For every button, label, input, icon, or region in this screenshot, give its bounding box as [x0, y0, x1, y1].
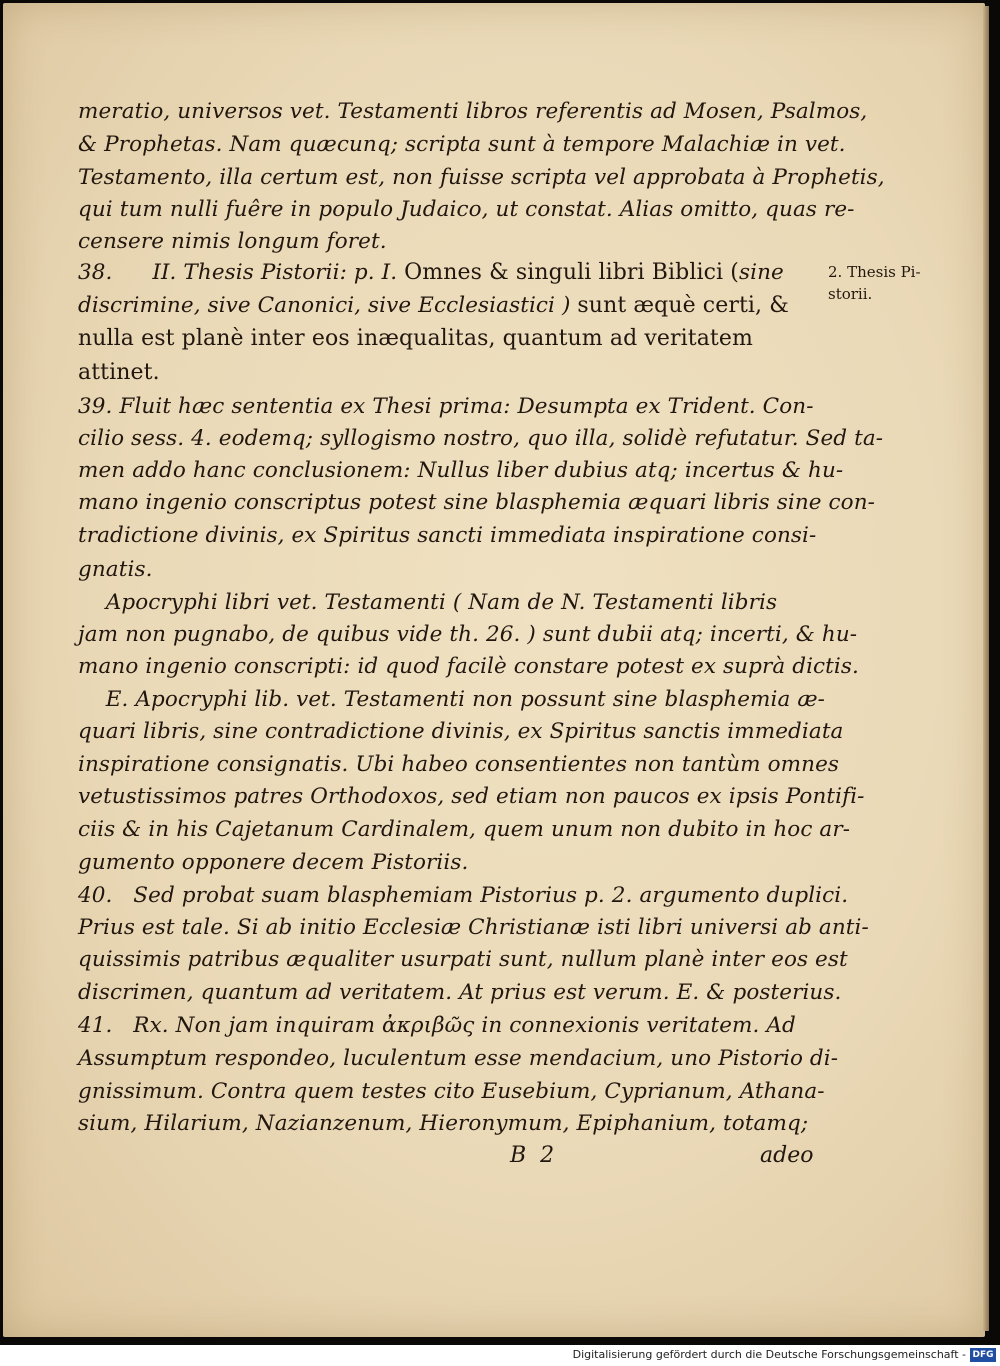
text-line: attinet.: [78, 360, 160, 385]
text-line: tradictione divinis, ex Spiritus sancti immediata inspiratione consi-: [78, 523, 817, 548]
funding-notice: Digitalisierung gefördert durch die Deutsche Forschungsgemeinschaft -: [572, 1348, 966, 1361]
margin-note: 2. Thesis Pi-: [828, 263, 921, 281]
text-line: [78, 259, 784, 287]
thesis-text-italic: sine: [738, 260, 784, 285]
text-line: mano ingenio conscripti: id quod facilè constare potest ex suprà dictis.: [78, 654, 859, 679]
text-line: mano ingenio conscriptus potest sine blasphemia æquari libris sine con-: [78, 490, 876, 515]
text-line: sium, Hilarium, Nazianzenum, Hieronymum, Epiphanium, totamq;: [78, 1111, 809, 1136]
text-line: [78, 292, 789, 320]
page-edge: [983, 6, 989, 1331]
text-line: discrimen, quantum ad veritatem. At prius est verum. E. & posterius.: [78, 980, 842, 1005]
text-line: gumento opponere decem Pistoriis.: [78, 850, 469, 875]
text-line: gnissimum. Contra quem testes cito Eusebium, Cyprianum, Athana-: [78, 1079, 825, 1104]
text-line: Apocryphi libri vet. Testamenti ( Nam de N. Testamenti libris: [78, 590, 778, 615]
text-line: 39. Fluit hæc sententia ex Thesi prima: Desumpta ex Trident. Con-: [78, 394, 814, 419]
text-line: nulla est planè inter eos inæqualitas, quantum ad veritatem: [78, 326, 753, 351]
text-line: Testamento, illa certum est, non fuisse scripta vel approbata à Prophetis,: [78, 165, 885, 190]
signature-mark: B 2: [510, 1143, 555, 1168]
text-line: 41. Rx. Non jam inquiram ἀκριβῶς in connexionis veritatem. Ad: [78, 1013, 796, 1038]
thesis-text-italic: discrimine, sive Canonici, sive Ecclesiastici ): [78, 293, 571, 318]
text-line: meratio, universos vet. Testamenti libros referentis ad Mosen, Psalmos,: [78, 99, 868, 124]
text-line: cilio sess. 4. eodemq; syllogismo nostro, quo illa, solidè refutatur. Sed ta-: [78, 426, 884, 451]
catchword: adeo: [760, 1143, 814, 1168]
text-line: inspiratione consignatis. Ubi habeo consentientes non tantùm omnes: [78, 752, 840, 777]
text-line: Prius est tale. Si ab initio Ecclesiæ Christianæ isti libri universi ab anti-: [78, 915, 869, 940]
text-line: 40. Sed probat suam blasphemiam Pistorius p. 2. argumento duplici.: [78, 883, 849, 908]
thesis-text: sunt æquè certi, &: [577, 293, 789, 318]
thesis-text: Omnes & singuli libri Biblici (: [404, 260, 739, 285]
text-line: censere nimis longum foret.: [78, 229, 387, 254]
text-line: quissimis patribus æqualiter usurpati sunt, nullum planè inter eos est: [78, 947, 848, 972]
margin-note: storii.: [828, 285, 873, 303]
text-line: jam non pugnabo, de quibus vide th. 26. ) sunt dubii atq; incerti, & hu-: [78, 622, 858, 647]
text-line: E. Apocryphi lib. vet. Testamenti non possunt sine blasphemia æ-: [78, 687, 826, 712]
thesis-reference: II. Thesis Pistorii: p. I.: [152, 260, 398, 285]
text-line: Assumptum respondeo, luculentum esse mendacium, uno Pistorio di-: [78, 1046, 839, 1071]
text-line: quari libris, sine contradictione divinis, ex Spiritus sanctis immediata: [78, 719, 844, 744]
text-line: gnatis.: [78, 557, 153, 582]
footer-bar: [0, 1345, 1000, 1366]
text-line: qui tum nulli fuêre in populo Judaico, ut constat. Alias omitto, quas re-: [78, 197, 855, 222]
paragraph-number: 38.: [78, 260, 113, 285]
text-line: & Prophetas. Nam quæcunq; scripta sunt à tempore Malachiæ in vet.: [78, 132, 846, 157]
dfg-logo: DFG: [970, 1348, 996, 1362]
text-line: ciis & in his Cajetanum Cardinalem, quem unum non dubito in hoc ar-: [78, 817, 851, 842]
text-line: men addo hanc conclusionem: Nullus liber dubius atq; incertus & hu-: [78, 458, 844, 483]
text-line: vetustissimos patres Orthodoxos, sed etiam non paucos ex ipsis Pontifi-: [78, 784, 865, 809]
